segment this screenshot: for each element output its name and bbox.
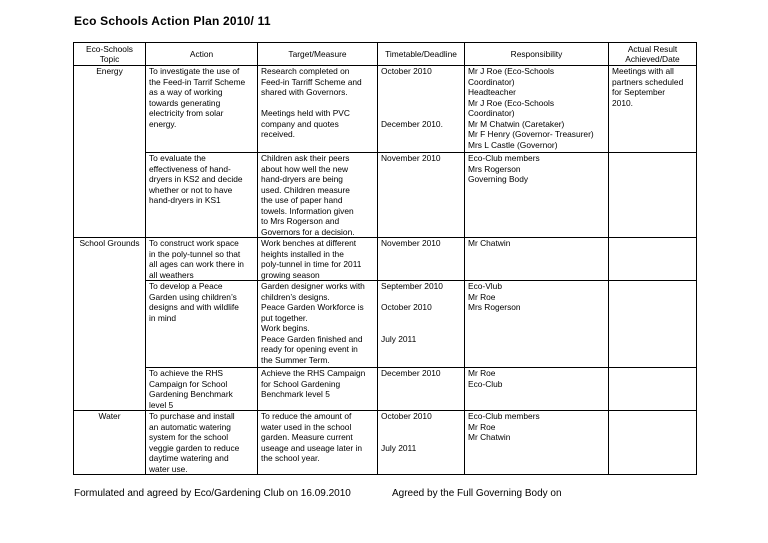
target-line: company and quotes bbox=[261, 118, 339, 129]
responsibility-line: Mr Chatwin bbox=[468, 432, 511, 442]
responsibility-line: Eco-Club bbox=[468, 378, 503, 389]
timetable-line: September 2010 bbox=[381, 281, 443, 291]
action-line: an automatic watering bbox=[149, 421, 231, 432]
responsibility-cell bbox=[465, 153, 609, 238]
target-line: poly-tunnel in time for 2011 bbox=[261, 259, 362, 269]
responsibility-line: Coordinator) bbox=[468, 76, 515, 87]
responsibility-line: Mrs Rogerson bbox=[468, 302, 521, 312]
action-line: water use. bbox=[149, 463, 188, 474]
action-line: in the poly-tunnel so that bbox=[149, 248, 241, 259]
table-header-row bbox=[74, 43, 697, 66]
timetable-cell bbox=[378, 66, 465, 153]
target-cell bbox=[258, 281, 378, 368]
action-cell bbox=[146, 368, 258, 411]
header-target: Target/Measure bbox=[258, 43, 378, 66]
target-line: Garden designer works with bbox=[261, 281, 365, 291]
action-line: as a way of working bbox=[149, 87, 223, 97]
action-line: electricity from solar bbox=[149, 108, 224, 118]
timetable-line bbox=[381, 77, 461, 88]
target-line: towels. Information given bbox=[261, 205, 354, 216]
responsibility-cell bbox=[465, 281, 609, 368]
target-line: Work benches at different bbox=[261, 238, 357, 248]
action-cell bbox=[146, 411, 258, 475]
action-line: To investigate the use of bbox=[149, 66, 240, 76]
action-cell bbox=[146, 238, 258, 281]
action-line: system for the school bbox=[149, 432, 229, 442]
target-line: received. bbox=[261, 129, 295, 139]
target-line: the use of paper hand bbox=[261, 195, 343, 205]
timetable-line bbox=[381, 313, 461, 324]
responsibility-cell bbox=[465, 66, 609, 153]
action-cell bbox=[146, 153, 258, 238]
action-plan-table bbox=[73, 42, 697, 475]
timetable-line: November 2010 bbox=[381, 238, 441, 248]
result-cell bbox=[609, 368, 697, 411]
document-title: Eco Schools Action Plan 2010/ 11 bbox=[74, 14, 271, 28]
responsibility-line: Mr J Roe (Eco-Schools bbox=[468, 66, 555, 76]
action-line: daytime watering and bbox=[149, 453, 229, 463]
target-line: the school year. bbox=[261, 453, 320, 463]
action-line: all ages can work there in bbox=[149, 259, 244, 269]
footer-formulated: Formulated and agreed by Eco/Gardening Club on 16.09.2010 bbox=[74, 488, 351, 499]
target-line: To reduce the amount of bbox=[261, 411, 352, 421]
action-line: To construct work space bbox=[149, 238, 239, 248]
action-line: To develop a Peace bbox=[149, 281, 223, 291]
target-cell bbox=[258, 66, 378, 153]
table-row bbox=[74, 66, 697, 153]
timetable-line: December 2010. bbox=[381, 118, 443, 129]
target-line: children’s designs. bbox=[261, 291, 330, 302]
target-line: put together. bbox=[261, 312, 308, 323]
action-line: whether or not to have bbox=[149, 184, 233, 195]
action-line: Gardening Benchmark bbox=[149, 389, 233, 399]
timetable-line bbox=[381, 108, 461, 119]
responsibility-line: Mr F Henry (Governor- Treasurer) bbox=[468, 129, 594, 139]
target-line: Achieve the RHS Campaign bbox=[261, 368, 366, 378]
action-line: To evaluate the bbox=[149, 153, 206, 163]
action-line: the Feed-in Tarrif Scheme bbox=[149, 76, 246, 87]
topic-cell: Energy bbox=[74, 66, 146, 238]
result-cell bbox=[609, 238, 697, 281]
result-cell bbox=[609, 281, 697, 368]
action-line: towards generating bbox=[149, 97, 221, 108]
responsibility-line: Mr M Chatwin (Caretaker) bbox=[468, 118, 565, 129]
responsibility-line: Eco-Club members bbox=[468, 153, 540, 163]
timetable-cell bbox=[378, 238, 465, 281]
header-topic: Eco-Schools Topic bbox=[74, 43, 146, 66]
responsibility-line: Mr J Roe (Eco-Schools bbox=[468, 97, 555, 108]
action-cell bbox=[146, 281, 258, 368]
action-line: Campaign for School bbox=[149, 378, 228, 389]
timetable-cell bbox=[378, 411, 465, 475]
target-cell bbox=[258, 411, 378, 475]
target-line: garden. Measure current bbox=[261, 432, 353, 442]
target-line bbox=[261, 98, 374, 109]
timetable-line: October 2010 bbox=[381, 411, 432, 421]
target-line: Meetings held with PVC bbox=[261, 108, 350, 118]
responsibility-line: Mr Roe bbox=[468, 421, 496, 432]
table-row bbox=[74, 153, 697, 238]
responsibility-cell bbox=[465, 368, 609, 411]
responsibility-cell bbox=[465, 238, 609, 281]
target-line: useage and useage later in bbox=[261, 442, 363, 453]
target-line: the Summer Term. bbox=[261, 354, 330, 365]
topic-cell: Water bbox=[74, 411, 146, 475]
timetable-line: November 2010 bbox=[381, 153, 441, 163]
target-line: Peace Garden Workforce is bbox=[261, 302, 364, 312]
result-cell bbox=[609, 153, 697, 238]
target-line: Work begins. bbox=[261, 323, 310, 333]
timetable-line: October 2010 bbox=[381, 302, 432, 312]
timetable-cell bbox=[378, 368, 465, 411]
table-row bbox=[74, 411, 697, 475]
table-row bbox=[74, 368, 697, 411]
responsibility-line: Eco-Club members bbox=[468, 411, 540, 421]
action-line: Garden using children’s bbox=[149, 291, 237, 302]
responsibility-line: Governing Body bbox=[468, 174, 529, 184]
action-line: To purchase and install bbox=[149, 411, 235, 421]
header-responsibility: Responsibility bbox=[465, 43, 609, 66]
action-line: To achieve the RHS bbox=[149, 368, 224, 378]
timetable-line bbox=[381, 98, 461, 109]
result-cell bbox=[609, 411, 697, 475]
target-line: Research completed on bbox=[261, 66, 350, 76]
target-cell bbox=[258, 238, 378, 281]
responsibility-line: Eco-Vlub bbox=[468, 281, 502, 291]
responsibility-line: Mr Roe bbox=[468, 291, 496, 302]
timetable-cell bbox=[378, 281, 465, 368]
target-line: water used in the school bbox=[261, 421, 352, 432]
target-line: heights installed in the bbox=[261, 248, 344, 259]
action-line: level 5 bbox=[149, 399, 174, 410]
responsibility-line: Coordinator) bbox=[468, 108, 515, 118]
header-result: Actual Result Achieved/Date bbox=[609, 43, 697, 66]
action-line: energy. bbox=[149, 118, 177, 129]
timetable-line bbox=[381, 87, 461, 98]
topic-cell: School Grounds bbox=[74, 238, 146, 411]
target-line: to Mrs Rogerson and bbox=[261, 216, 340, 226]
target-line: hand-dryers are being bbox=[261, 174, 343, 184]
target-line: growing season bbox=[261, 269, 320, 280]
result-cell bbox=[609, 66, 697, 153]
responsibility-line: Mrs L Castle (Governor) bbox=[468, 139, 558, 150]
action-line: effectiveness of hand- bbox=[149, 163, 231, 174]
result-line: partners scheduled bbox=[612, 76, 684, 87]
action-line: veggie garden to reduce bbox=[149, 442, 240, 453]
result-line: Meetings with all bbox=[612, 66, 674, 76]
responsibility-line: Mr Chatwin bbox=[468, 238, 511, 248]
target-cell bbox=[258, 153, 378, 238]
target-line: ready for opening event in bbox=[261, 344, 358, 354]
responsibility-line: Headteacher bbox=[468, 87, 516, 97]
timetable-line bbox=[381, 292, 461, 303]
action-line: dryers in KS2 and decide bbox=[149, 174, 243, 184]
responsibility-cell bbox=[465, 411, 609, 475]
timetable-line: December 2010 bbox=[381, 368, 441, 378]
target-line: Benchmark level 5 bbox=[261, 389, 330, 399]
target-line: for School Gardening bbox=[261, 378, 341, 389]
target-line: Feed-in Tarriff Scheme and bbox=[261, 76, 362, 87]
target-line: Governors for a decision. bbox=[261, 226, 355, 237]
timetable-line bbox=[381, 323, 461, 334]
responsibility-line: Mr Roe bbox=[468, 368, 496, 378]
target-line: used. Children measure bbox=[261, 184, 350, 195]
result-line: for September bbox=[612, 87, 666, 97]
header-action: Action bbox=[146, 43, 258, 66]
timetable-line bbox=[381, 432, 461, 443]
timetable-line bbox=[381, 422, 461, 433]
target-cell bbox=[258, 368, 378, 411]
responsibility-line: Mrs Rogerson bbox=[468, 163, 521, 174]
action-line: all weathers bbox=[149, 269, 194, 280]
target-line: Children ask their peers bbox=[261, 153, 350, 163]
target-line: Peace Garden finished and bbox=[261, 333, 363, 344]
target-line: about how well the new bbox=[261, 163, 349, 174]
table-row bbox=[74, 238, 697, 281]
timetable-line: July 2011 bbox=[381, 333, 417, 344]
timetable-line: October 2010 bbox=[381, 66, 432, 76]
footer-governing-body: Agreed by the Full Governing Body on bbox=[392, 488, 562, 499]
action-line: hand-dryers in KS1 bbox=[149, 195, 221, 205]
target-line: shared with Governors. bbox=[261, 87, 348, 97]
action-line: designs and with wildlife bbox=[149, 302, 239, 312]
timetable-cell bbox=[378, 153, 465, 238]
result-line: 2010. bbox=[612, 97, 633, 108]
table-row bbox=[74, 281, 697, 368]
action-cell bbox=[146, 66, 258, 153]
header-timetable: Timetable/Deadline bbox=[378, 43, 465, 66]
timetable-line: July 2011 bbox=[381, 442, 417, 453]
action-line: in mind bbox=[149, 312, 176, 323]
